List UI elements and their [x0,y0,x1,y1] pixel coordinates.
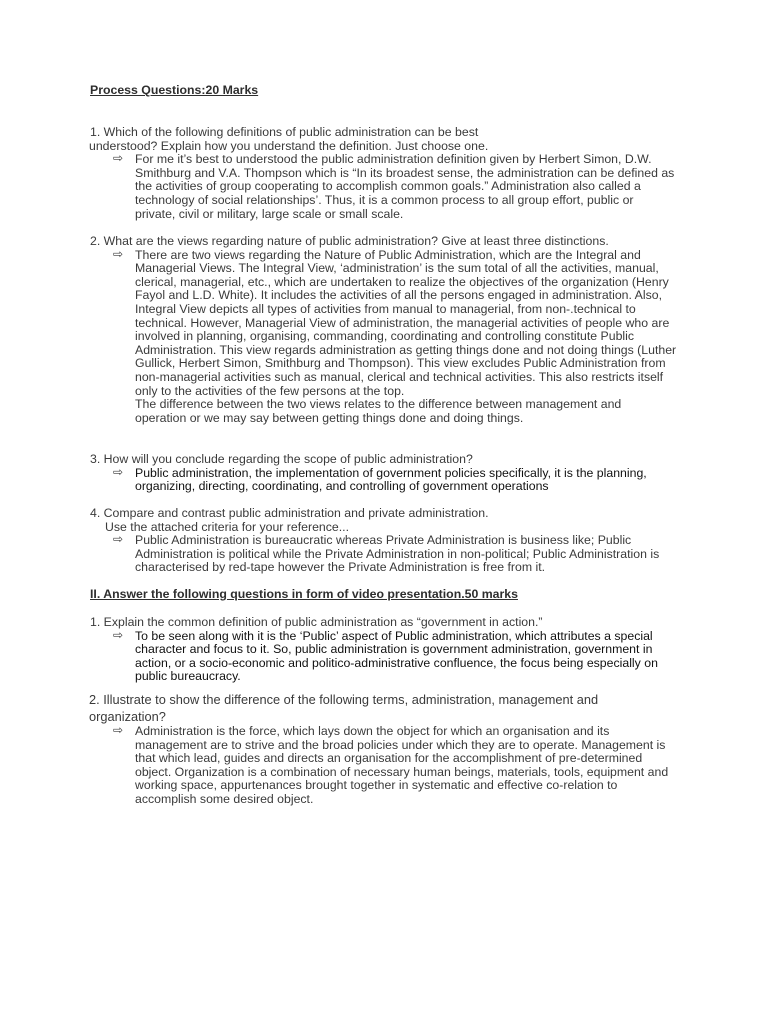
part2-question-2 [90,692,690,807]
question-1-line1: 1. Which of the following definitions of public administration can be best [90,125,479,139]
question-3-line1: 3. How will you conclude regarding the scope of public administration? [90,452,473,466]
part2-answer-2 [90,725,690,807]
answer-4-text: Public Administration is bureaucratic whereas Private Administration is business like; Public Administration is political while the Private Administration in non-political; Public Administration is characterised by red-tape however the Private Administration is free from it. [135,533,660,575]
question-2 [90,235,690,425]
part1-heading: Process Questions:20 Marks [90,83,259,97]
arrow-right-outline-icon: ⇨ [113,627,124,642]
part2-question-1-line1: 1. Explain the common definition of public administration as “government in action.” [90,615,543,629]
question-4-line2: Use the attached criteria for your reference... [105,519,350,534]
part2-question-2-line1: 2. Illustrate to show the difference of the following terms, administration, management and organization? [89,692,599,724]
arrow-right-outline-icon: ⇨ [113,464,124,479]
arrow-right-outline-icon: ⇨ [113,532,124,547]
question-1 [90,126,690,221]
answer-4 [90,534,690,575]
question-2-line1: 2. What are the views regarding nature of public administration? Give at least three distinctions. [90,234,609,248]
answer-2-text: There are two views regarding the Nature of Public Administration, which are the Integral and Managerial Views. The Integral View, ‘administration’ is the sum total of all the activities, manual, clerical, managerial, etc., which are undertaken to realize the objectives of the organization (Henry Fayol and L.D. White). It includes the activities of all the persons engaged in administration. Also, Integral View depicts all types of activities from manual to managerial, from non-.technical to technical. However, Managerial View of administration, the managerial activities of people who are involved in planning, organising, commanding, coordinating and controlling constitute Public Administration. This view regards administration as getting things done and not doing things (Luther Gullick, Herbert Simon, Smithburg and Thompson). This view excludes Public Administration from non-managerial activities such as manual, clerical and technical activities. This also restricts itself only to the activities of the few persons at the top. [135,247,677,398]
answer-1 [90,153,690,221]
answer-3-text: Public administration, the implementation of government policies specifically, it is the planning, organizing, directing, coordinating, and controlling of government operations [135,465,647,494]
question-3 [90,453,690,494]
part2-question-1 [90,616,690,684]
answer-2 [90,246,690,426]
arrow-right-outline-icon: ⇨ [113,246,124,261]
answer-2-text-continued: The difference between the two views relates to the difference between management and operation or we may say between getting things done and doing things. [135,397,622,425]
arrow-right-outline-icon: ⇨ [113,723,124,737]
part2-answer-1-text: To be seen along with it is the ‘Public’ aspect of Public administration, which attributes a special character and focus to it. So, public administration is government administration, government in action, or a socio-economic and politico-administrative confluence, the focus being especially on public bureaucracy. [135,628,658,684]
question-1-line2: understood? Explain how you understand the definition. Just choose one. [89,138,489,153]
arrow-right-outline-icon: ⇨ [113,151,124,166]
part2-answer-2-text: Administration is the force, which lays down the object for which an organisation and its management are to strive and the broad policies under which they are to operate. Management is that which lead, guides and directs an organisation for the accomplishment of pre-determined object. Organization is a combination of necessary human beings, materials, tools, equipment and working space, appurtenances brought together in systematic and effective co-relation to accomplish some desired object. [135,724,669,806]
question-4 [90,507,690,575]
question-4-line1: 4. Compare and contrast public administration and private administration. [90,506,489,520]
part2-answer-1 [90,627,690,684]
part2-heading: II. Answer the following questions in form of video presentation.50 marks [90,587,518,601]
answer-3 [90,464,690,494]
answer-1-text: For me it’s best to understood the public administration definition given by Herbert Simon, D.W. Smithburg and V.A. Thompson which is “In its broadest sense, the administration can be defined as the activities of group cooperating to accomplish common goals.” Administration also called a technology of social relationships’. Thus, it is a common process to all group effort, public or private, civil or military, large scale or small scale. [135,152,675,221]
